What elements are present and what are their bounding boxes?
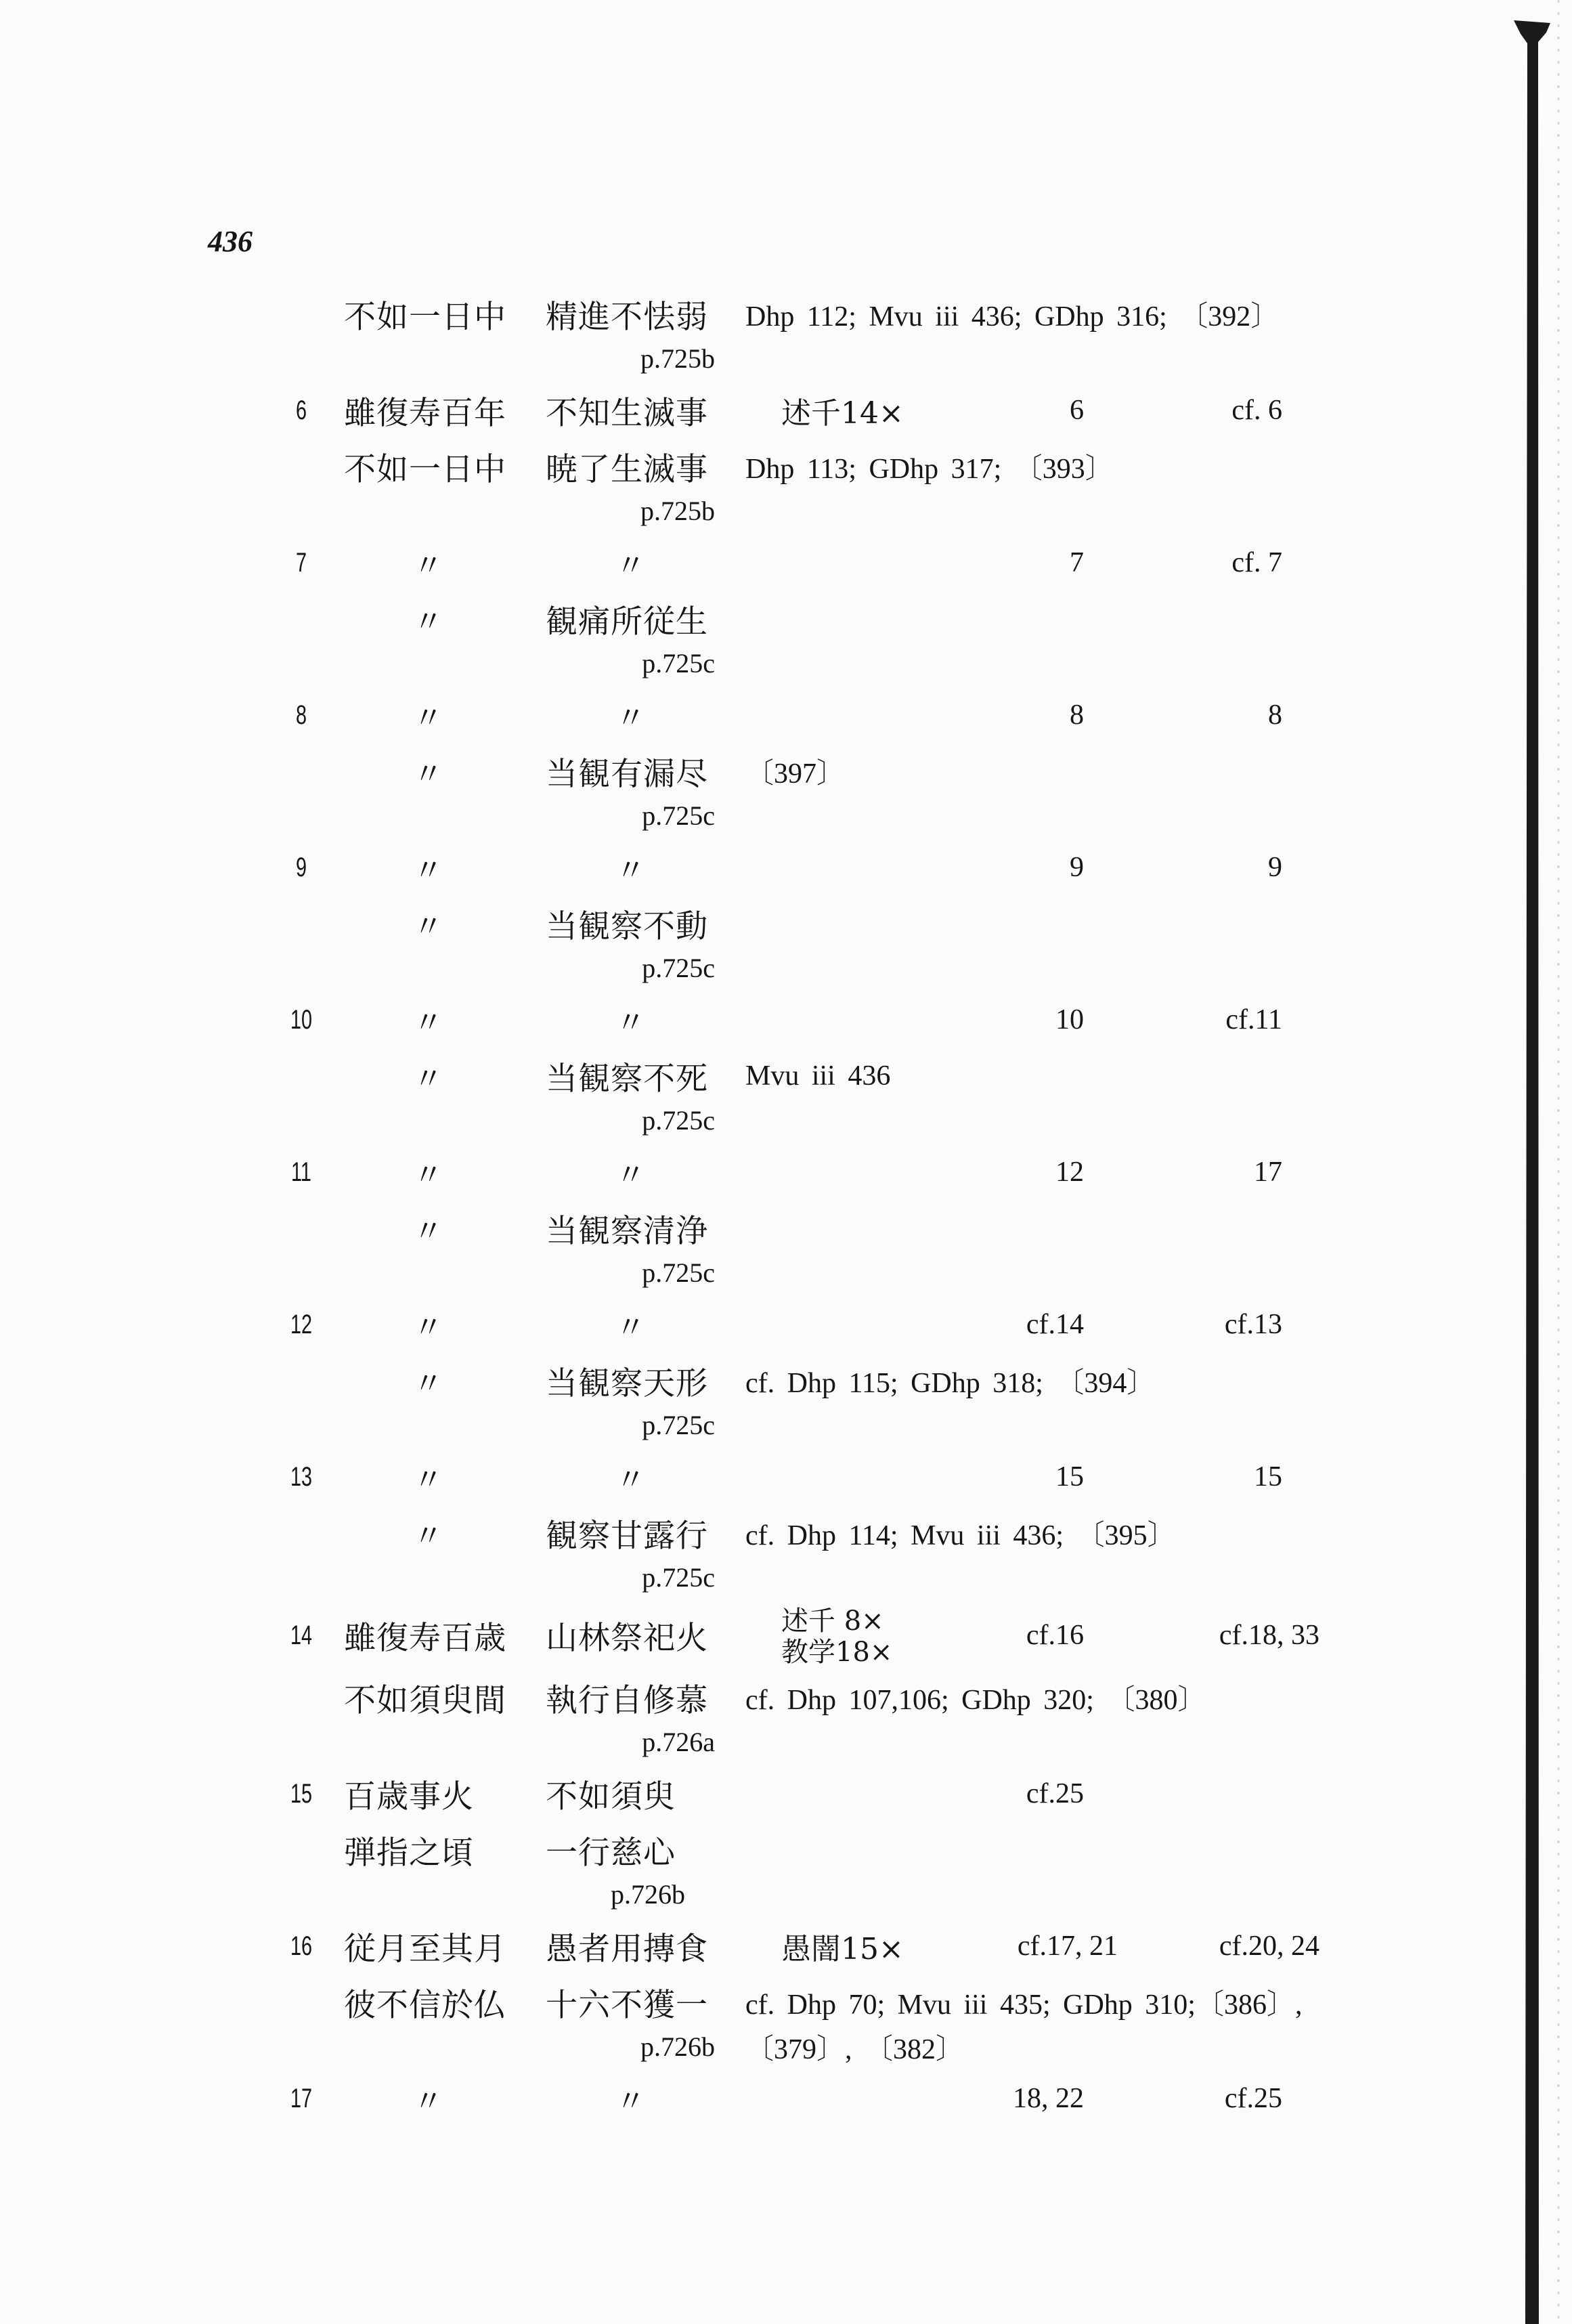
taisho-page-ref: p.725b (640, 343, 715, 374)
entry-line-1 (0, 836, 1572, 899)
parallel-references: cf. Dhp 114; Mvu iii 436; 〔395〕 (745, 1520, 1176, 1551)
pada-right: 観痛所従生 (546, 603, 708, 641)
parallel-references: cf. Dhp 115; GDhp 318; 〔394〕 (745, 1368, 1156, 1399)
pada-left: 彼不信於仏 (344, 1986, 506, 2024)
pada-left: 従月至其月 (344, 1930, 506, 1968)
ditto-mark: 〃 (413, 1158, 444, 1192)
entry-line-2 (0, 1826, 1572, 1874)
ditto-mark: 〃 (615, 1463, 647, 1497)
pada-right: 当観察不死 (546, 1060, 708, 1098)
ditto-mark: 〃 (413, 605, 444, 639)
taisho-page-ref: p.725c (642, 1562, 715, 1593)
ditto-mark: 〃 (413, 1519, 444, 1553)
entry-line-2 (0, 1204, 1572, 1253)
pada-right: 観察甘露行 (546, 1517, 708, 1555)
taisho-page-ref: p.726b (640, 2031, 715, 2062)
pada-left: 不如一日中 (344, 450, 506, 488)
cross-ref-col-1: 8 (1070, 700, 1084, 731)
table-entry (0, 1762, 1572, 1914)
ditto-mark: 〃 (615, 548, 647, 583)
page-ref-line (0, 2027, 1572, 2067)
page-ref-line (0, 948, 1572, 988)
table-entry (0, 379, 1572, 531)
table-entry (0, 836, 1572, 988)
page-ref-line (0, 1405, 1572, 1445)
pada-left: 雖復寿百年 (344, 394, 506, 432)
verse-number: 7 (295, 547, 307, 578)
taisho-page-ref: p.726a (642, 1727, 715, 1757)
pada-right: 執行自修慕 (546, 1681, 708, 1719)
concordance-table (0, 290, 1572, 2130)
entry-line-2 (0, 1509, 1572, 1557)
page-ref-line (0, 796, 1572, 836)
page-ref-line (0, 1874, 1572, 1914)
pada-right: 不如須臾 (546, 1778, 676, 1815)
pada-left: 弾指之頃 (344, 1834, 474, 1872)
entry-line-1 (0, 1140, 1572, 1204)
citation-count-line: 教学18× (781, 1637, 893, 1668)
parallel-references: cf. Dhp 107,106; GDhp 320; 〔380〕 (745, 1685, 1206, 1716)
entry-line-2 (0, 595, 1572, 643)
pada-right: 当観察天形 (546, 1364, 708, 1402)
pada-right: 当観有漏尽 (546, 755, 708, 793)
entry-line-2 (0, 1673, 1572, 1722)
taisho-page-ref: p.725c (642, 648, 715, 679)
ditto-mark: 〃 (413, 1214, 444, 1249)
verse-number: 6 (295, 395, 307, 425)
entry-line-1 (0, 379, 1572, 442)
table-entry (0, 2067, 1572, 2130)
cross-ref-col-1: 9 (1070, 852, 1084, 883)
pada-right: 山林祭祀火 (546, 1619, 708, 1657)
verse-number: 11 (291, 1157, 311, 1187)
taisho-page-ref: p.725c (642, 1105, 715, 1136)
cross-ref-col-2: cf. 7 (1231, 547, 1282, 578)
taisho-page-ref: p.725b (640, 496, 715, 526)
ditto-mark: 〃 (413, 757, 444, 792)
ditto-mark: 〃 (413, 909, 444, 944)
ditto-mark: 〃 (615, 853, 647, 888)
entry-line-1 (0, 1914, 1572, 1978)
cross-ref-col-1: cf.17, 21 (1017, 1931, 1118, 1962)
ditto-mark: 〃 (413, 1006, 444, 1040)
taisho-page-ref: p.725c (642, 1410, 715, 1440)
entry-line-2 (0, 899, 1572, 948)
entry-line-1 (0, 2067, 1572, 2130)
ditto-mark: 〃 (413, 1310, 444, 1345)
table-entry (0, 1445, 1572, 1597)
taisho-page-ref: p.726b (611, 1879, 685, 1910)
ditto-mark: 〃 (413, 548, 444, 583)
cross-ref-col-1: 12 (1055, 1157, 1084, 1188)
cross-ref-col-1: 7 (1070, 547, 1084, 578)
parallel-references: cf. Dhp 70; Mvu iii 435; GDhp 310;〔386〕, (745, 1989, 1303, 2021)
pada-right: 一行慈心 (546, 1834, 676, 1872)
cross-ref-col-2: cf.13 (1224, 1309, 1282, 1340)
taisho-page-ref: p.725c (642, 800, 715, 831)
page-ref-line (0, 1100, 1572, 1140)
pada-left: 雖復寿百歳 (344, 1619, 506, 1657)
parallel-references-continued: 〔379〕, 〔382〕 (745, 2034, 965, 2065)
verse-number: 14 (290, 1620, 313, 1650)
pada-right: 暁了生滅事 (546, 450, 708, 488)
ditto-mark: 〃 (413, 853, 444, 888)
verse-number: 8 (295, 700, 307, 730)
verse-number: 15 (290, 1778, 313, 1809)
entry-line-2 (0, 1978, 1572, 2027)
entry-line-1 (0, 1762, 1572, 1826)
table-entry (0, 531, 1572, 683)
parallel-references: Dhp 113; GDhp 317; 〔393〕 (745, 454, 1114, 485)
cross-ref-col-2: cf.11 (1225, 1004, 1282, 1035)
ditto-mark: 〃 (615, 701, 647, 735)
verse-number: 16 (290, 1931, 313, 1961)
citation-count-line: 述千 8× (781, 1606, 884, 1637)
taisho-page-ref: p.725c (642, 953, 715, 983)
table-entry (0, 988, 1572, 1140)
cross-ref-col-1: 18, 22 (1013, 2083, 1084, 2114)
table-entry (0, 683, 1572, 836)
pada-right: 当観察清浄 (546, 1212, 708, 1250)
ditto-mark: 〃 (413, 2084, 444, 2119)
ditto-mark: 〃 (615, 1006, 647, 1040)
cross-ref-col-1: 10 (1055, 1004, 1084, 1035)
parallel-references: Mvu iii 436 (745, 1060, 891, 1092)
verse-number: 10 (290, 1004, 313, 1035)
cross-ref-col-1: cf.16 (1026, 1620, 1084, 1651)
cross-ref-col-1: cf.14 (1026, 1309, 1084, 1340)
citation-count (781, 1597, 892, 1673)
page-ref-line (0, 339, 1572, 379)
ditto-mark: 〃 (413, 701, 444, 735)
cross-ref-col-2: 17 (1254, 1157, 1282, 1188)
page-ref-line (0, 1557, 1572, 1597)
page-number: 436 (208, 225, 253, 258)
verse-number: 13 (290, 1461, 313, 1492)
entry-line-1 (0, 1597, 1572, 1673)
ditto-mark: 〃 (615, 2084, 647, 2119)
page-ref-line (0, 1253, 1572, 1293)
verse-number: 17 (290, 2083, 313, 2113)
entry-line-1 (0, 988, 1572, 1052)
entry-line-2 (0, 1356, 1572, 1405)
cross-ref-col-2: cf.20, 24 (1219, 1931, 1319, 1962)
cross-ref-col-2: cf.18, 33 (1219, 1620, 1319, 1651)
page-ref-line (0, 1722, 1572, 1762)
cross-ref-col-1: 6 (1070, 395, 1084, 426)
cross-ref-col-2: cf. 6 (1231, 395, 1282, 426)
table-entry (0, 1293, 1572, 1445)
entry-line-1 (0, 531, 1572, 595)
cross-ref-col-2: 15 (1254, 1461, 1282, 1492)
pada-left: 不如須臾間 (344, 1681, 506, 1719)
entry-line-1 (0, 683, 1572, 747)
pada-left: 百歳事火 (344, 1778, 474, 1815)
cross-ref-col-2: 9 (1268, 852, 1282, 883)
pada-right: 精進不怯弱 (546, 298, 708, 336)
parallel-references: 〔397〕 (745, 758, 846, 790)
entry-line-2 (0, 442, 1572, 491)
ditto-mark: 〃 (413, 1062, 444, 1096)
page-ref-line (0, 643, 1572, 683)
table-entry (0, 1140, 1572, 1293)
cross-ref-col-2: cf.25 (1224, 2083, 1282, 2114)
entry-line-2 (0, 747, 1572, 796)
table-entry (0, 1597, 1572, 1762)
verse-number: 9 (295, 852, 307, 882)
page-ref-line (0, 491, 1572, 531)
ditto-mark: 〃 (615, 1310, 647, 1345)
citation-count: 愚闇15× (781, 1932, 904, 1966)
citation-count: 述千14× (781, 396, 904, 431)
pada-right: 愚者用摶食 (546, 1930, 708, 1968)
taisho-page-ref: p.725c (642, 1257, 715, 1288)
entry-line-2 (0, 290, 1572, 339)
cross-ref-col-2: 8 (1268, 700, 1282, 731)
entry-line-1 (0, 1445, 1572, 1509)
pada-left: 不如一日中 (344, 298, 506, 336)
entry-line-2 (0, 1052, 1572, 1100)
ditto-mark: 〃 (413, 1367, 444, 1401)
verse-number: 12 (290, 1309, 313, 1339)
pada-right: 十六不獲一 (546, 1986, 708, 2024)
table-entry (0, 1914, 1572, 2067)
ditto-mark: 〃 (413, 1463, 444, 1497)
pada-right: 不知生滅事 (546, 394, 708, 432)
cross-ref-col-1: 15 (1055, 1461, 1084, 1492)
ditto-mark: 〃 (615, 1158, 647, 1192)
entry-line-1 (0, 1293, 1572, 1356)
pada-right: 当観察不動 (546, 907, 708, 945)
table-entry (0, 290, 1572, 379)
cross-ref-col-1: cf.25 (1026, 1778, 1084, 1809)
parallel-references: Dhp 112; Mvu iii 436; GDhp 316; 〔392〕 (745, 301, 1280, 332)
